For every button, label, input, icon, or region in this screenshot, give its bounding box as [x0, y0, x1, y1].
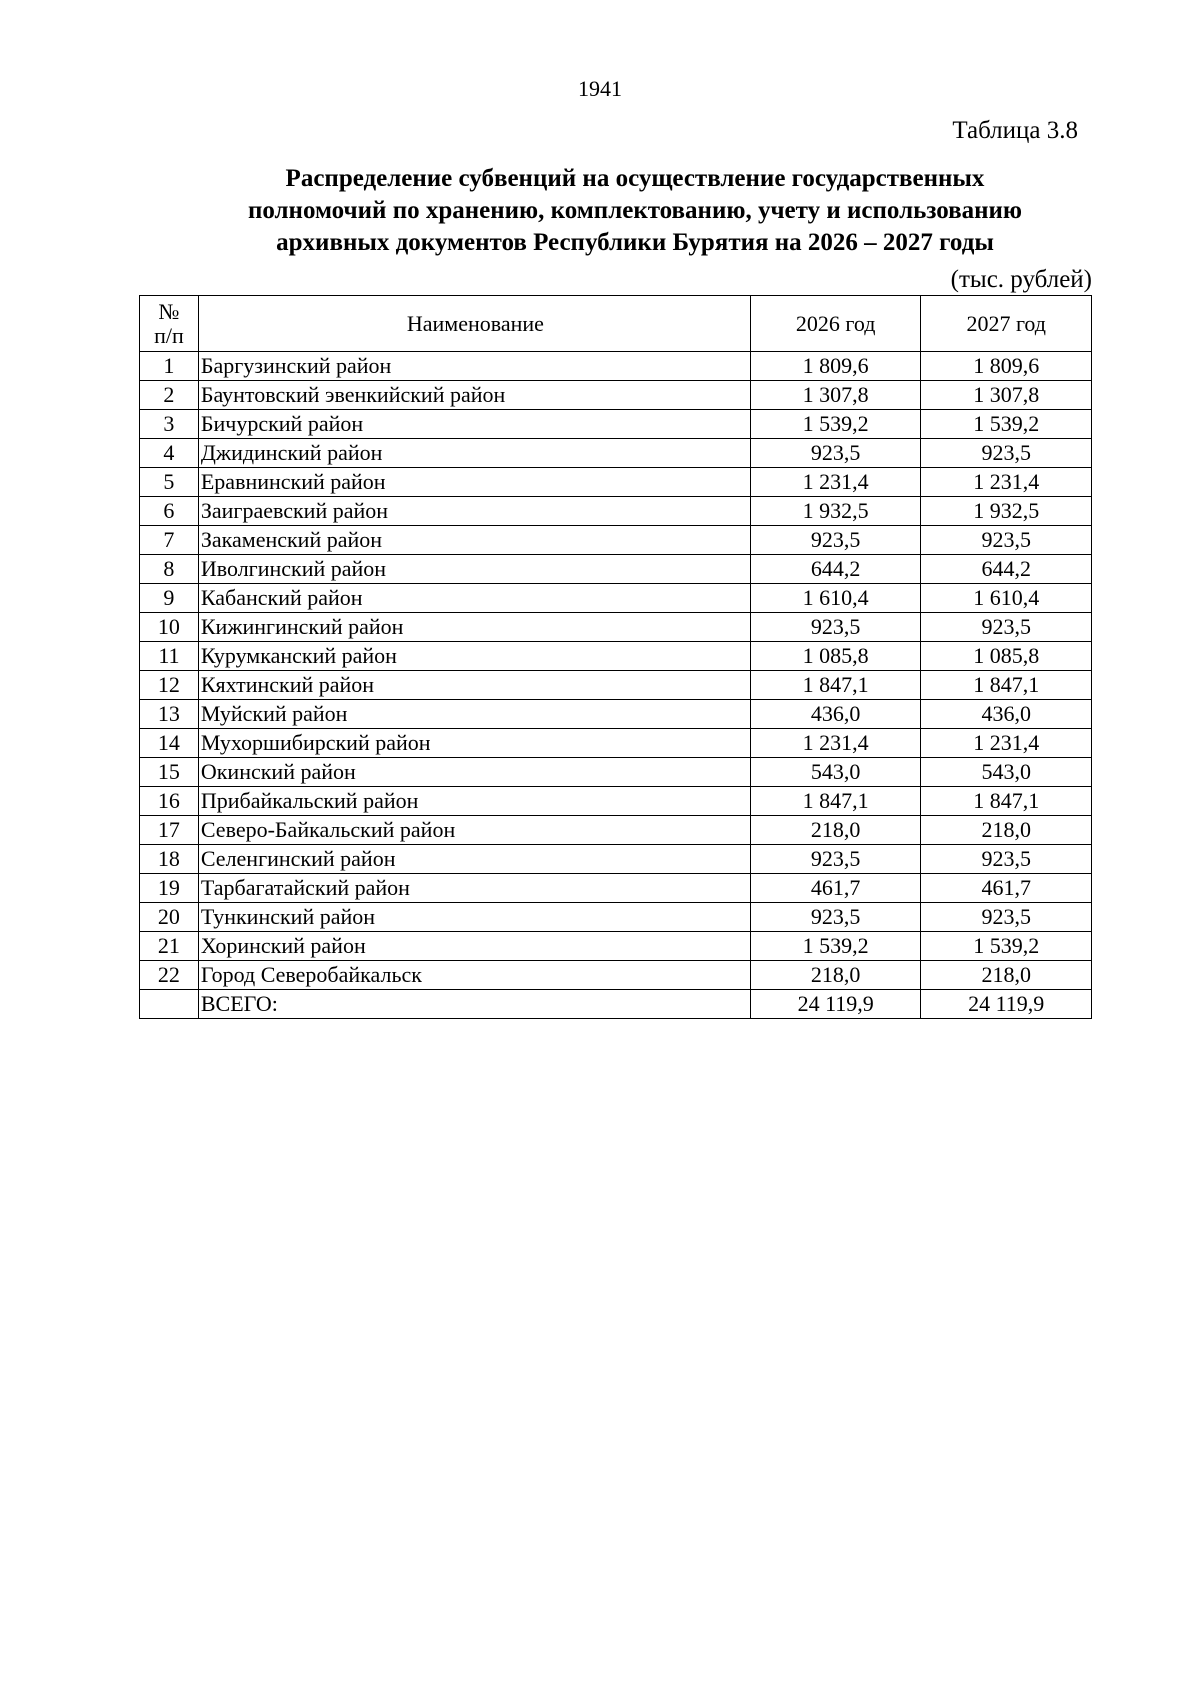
row-number: 10 [140, 613, 199, 642]
row-name: Джидинский район [198, 439, 750, 468]
row-name: Прибайкальский район [198, 787, 750, 816]
row-value-2027: 644,2 [921, 555, 1092, 584]
table-body [140, 352, 1092, 1019]
row-number: 20 [140, 903, 199, 932]
row-value-2027: 923,5 [921, 613, 1092, 642]
row-name: Бичурский район [198, 410, 750, 439]
row-value-2027: 1 085,8 [921, 642, 1092, 671]
row-value-2027: 1 809,6 [921, 352, 1092, 381]
row-value-2026: 1 085,8 [750, 642, 921, 671]
row-value-2026: 24 119,9 [750, 990, 921, 1019]
row-number: 18 [140, 845, 199, 874]
row-name: Баргузинский район [198, 352, 750, 381]
table-row [140, 642, 1092, 671]
row-value-2026: 543,0 [750, 758, 921, 787]
title-line-1: Распределение субвенций на осуществление государственных [285, 165, 985, 192]
row-value-2026: 1 307,8 [750, 381, 921, 410]
row-value-2026: 923,5 [750, 439, 921, 468]
row-number [140, 990, 199, 1019]
row-number: 16 [140, 787, 199, 816]
row-value-2026: 1 847,1 [750, 787, 921, 816]
row-number: 9 [140, 584, 199, 613]
table-row [140, 613, 1092, 642]
row-number: 1 [140, 352, 199, 381]
table-row [140, 729, 1092, 758]
row-number: 6 [140, 497, 199, 526]
row-number: 13 [140, 700, 199, 729]
table-row [140, 903, 1092, 932]
row-value-2027: 461,7 [921, 874, 1092, 903]
row-value-2027: 1 610,4 [921, 584, 1092, 613]
header-2026: 2026 год [750, 296, 921, 352]
table-row [140, 410, 1092, 439]
row-number: 22 [140, 961, 199, 990]
row-value-2027: 218,0 [921, 961, 1092, 990]
row-value-2026: 1 539,2 [750, 932, 921, 961]
table-row [140, 787, 1092, 816]
row-value-2027: 218,0 [921, 816, 1092, 845]
subvention-table [139, 295, 1092, 1019]
row-name: Баунтовский эвенкийский район [198, 381, 750, 410]
table-row [140, 816, 1092, 845]
table-row [140, 671, 1092, 700]
table-header-row [140, 296, 1092, 352]
row-number: 14 [140, 729, 199, 758]
header-num [140, 296, 199, 352]
header-name: Наименование [198, 296, 750, 352]
table-row [140, 758, 1092, 787]
row-value-2027: 1 847,1 [921, 787, 1092, 816]
row-value-2026: 1 231,4 [750, 729, 921, 758]
row-value-2026: 436,0 [750, 700, 921, 729]
row-name: Город Северобайкальск [198, 961, 750, 990]
row-value-2027: 543,0 [921, 758, 1092, 787]
row-number: 5 [140, 468, 199, 497]
row-number: 8 [140, 555, 199, 584]
row-name: Тункинский район [198, 903, 750, 932]
row-value-2026: 644,2 [750, 555, 921, 584]
row-value-2027: 1 231,4 [921, 729, 1092, 758]
header-num-line1: № [158, 298, 180, 324]
row-number: 17 [140, 816, 199, 845]
table-row [140, 845, 1092, 874]
row-number: 21 [140, 932, 199, 961]
document-title [160, 163, 1110, 259]
table-row [140, 497, 1092, 526]
row-number: 3 [140, 410, 199, 439]
row-value-2026: 461,7 [750, 874, 921, 903]
row-number: 7 [140, 526, 199, 555]
row-value-2026: 218,0 [750, 961, 921, 990]
row-value-2026: 1 231,4 [750, 468, 921, 497]
row-value-2026: 1 610,4 [750, 584, 921, 613]
row-value-2026: 923,5 [750, 903, 921, 932]
row-value-2026: 1 539,2 [750, 410, 921, 439]
row-value-2026: 1 932,5 [750, 497, 921, 526]
row-name: Муйский район [198, 700, 750, 729]
row-value-2026: 923,5 [750, 526, 921, 555]
header-num-line2: п/п [154, 322, 184, 348]
table-row [140, 352, 1092, 381]
row-name: Селенгинский район [198, 845, 750, 874]
row-value-2027: 923,5 [921, 439, 1092, 468]
row-value-2027: 1 307,8 [921, 381, 1092, 410]
row-value-2026: 923,5 [750, 845, 921, 874]
row-value-2027: 1 539,2 [921, 410, 1092, 439]
row-value-2026: 923,5 [750, 613, 921, 642]
row-value-2027: 436,0 [921, 700, 1092, 729]
row-name: Окинский район [198, 758, 750, 787]
row-name: Кяхтинский район [198, 671, 750, 700]
row-number: 15 [140, 758, 199, 787]
row-name: Заиграевский район [198, 497, 750, 526]
total-row [140, 990, 1092, 1019]
table-row [140, 468, 1092, 497]
row-name: Закаменский район [198, 526, 750, 555]
table-row [140, 961, 1092, 990]
row-value-2027: 1 847,1 [921, 671, 1092, 700]
page-number: 1941 [578, 76, 622, 101]
row-name: Кижингинский район [198, 613, 750, 642]
table-row [140, 700, 1092, 729]
table-row [140, 555, 1092, 584]
row-value-2026: 1 809,6 [750, 352, 921, 381]
row-value-2027: 923,5 [921, 526, 1092, 555]
row-value-2026: 1 847,1 [750, 671, 921, 700]
row-number: 19 [140, 874, 199, 903]
row-value-2027: 24 119,9 [921, 990, 1092, 1019]
table-row [140, 381, 1092, 410]
row-value-2027: 1 932,5 [921, 497, 1092, 526]
row-name: Еравнинский район [198, 468, 750, 497]
table-label: Таблица 3.8 [952, 117, 1078, 144]
row-number: 4 [140, 439, 199, 468]
row-number: 12 [140, 671, 199, 700]
title-line-3: архивных документов Республики Бурятия на 2026 – 2027 годы [276, 229, 994, 256]
table-row [140, 439, 1092, 468]
row-name: Иволгинский район [198, 555, 750, 584]
title-line-2: полномочий по хранению, комплектованию, учету и использованию [247, 197, 1023, 224]
row-name: Тарбагатайский район [198, 874, 750, 903]
units-label: (тыс. рублей) [950, 266, 1092, 293]
row-name: ВСЕГО: [198, 990, 750, 1019]
row-number: 11 [140, 642, 199, 671]
row-name: Северо-Байкальский район [198, 816, 750, 845]
row-value-2026: 218,0 [750, 816, 921, 845]
table-row [140, 526, 1092, 555]
row-value-2027: 1 231,4 [921, 468, 1092, 497]
table-row [140, 874, 1092, 903]
row-name: Хоринский район [198, 932, 750, 961]
row-value-2027: 923,5 [921, 903, 1092, 932]
row-name: Курумканский район [198, 642, 750, 671]
row-value-2027: 1 539,2 [921, 932, 1092, 961]
table-row [140, 932, 1092, 961]
row-value-2027: 923,5 [921, 845, 1092, 874]
table-row [140, 584, 1092, 613]
header-2027: 2027 год [921, 296, 1092, 352]
row-name: Кабанский район [198, 584, 750, 613]
row-name: Мухоршибирский район [198, 729, 750, 758]
row-number: 2 [140, 381, 199, 410]
